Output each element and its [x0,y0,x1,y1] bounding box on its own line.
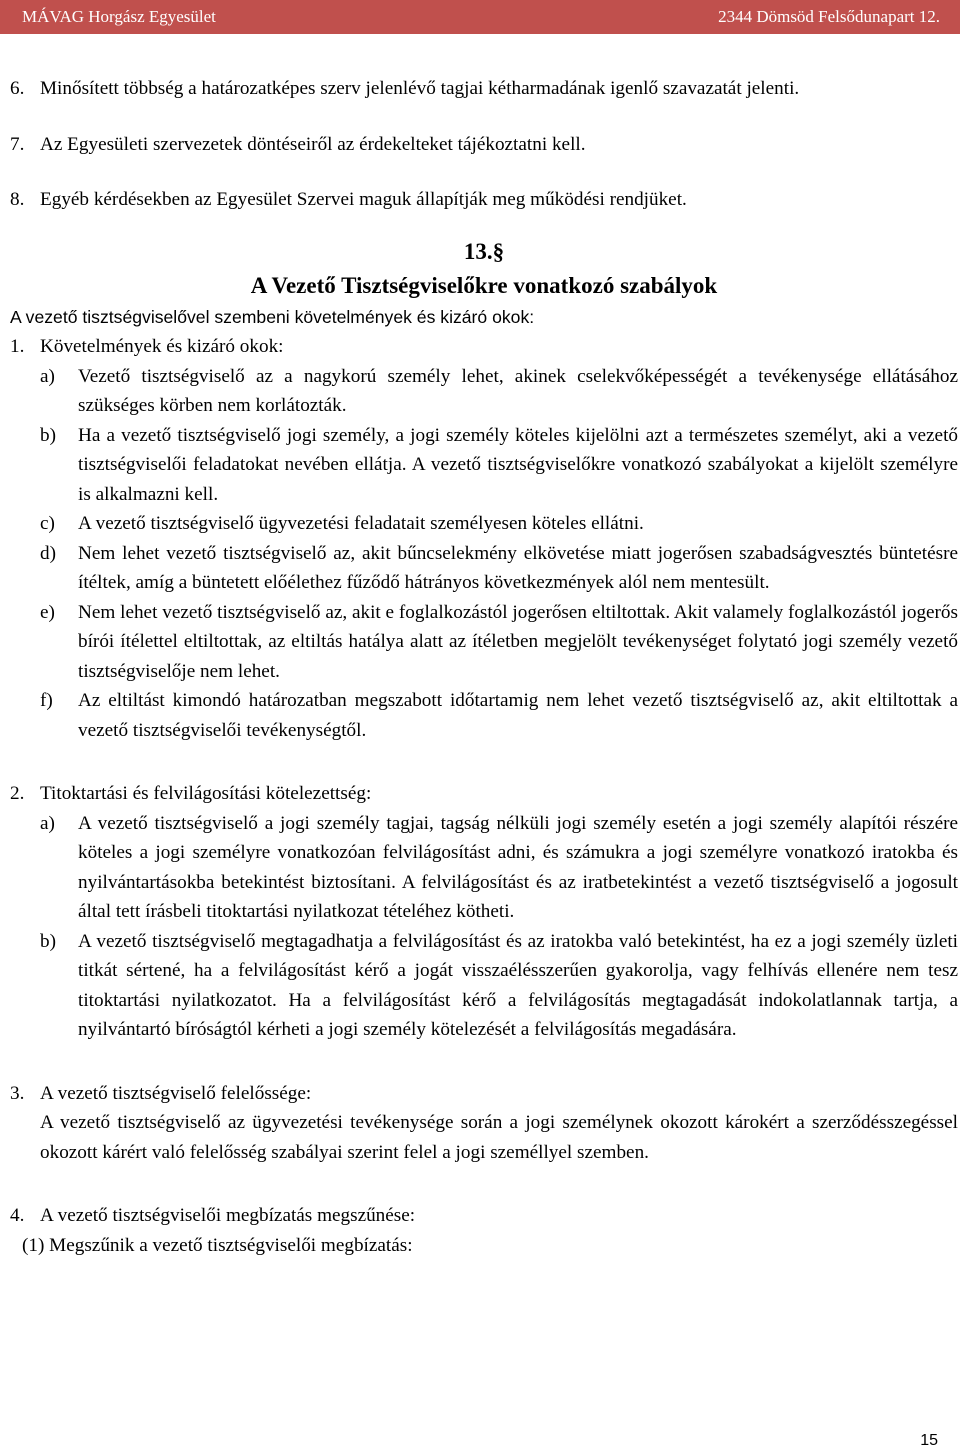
item-text: Minősített többség a határozatképes szerv jelenlévő tagjai kétharmadának igenlő szavazatát jelenti. [40,78,800,99]
point-number: 1. [10,336,25,357]
sub-item [10,809,958,927]
sub-text: Az eltiltást kimondó határozatban megszabott időtartamig nem lehet vezető tisztségviselő az, akit eltiltottak a vezető tisztségviselői tevékenységtől. [78,690,958,741]
sub-label: c) [40,513,55,534]
sub-text: Nem lehet vezető tisztségviselő az, akit e foglalkozástól jogerősen eltiltottak. Akit valamely foglalkozástól jogerős bírói ítélettel eltiltottak, az eltiltás hatálya alatt az ítéletben megjelölt tevékenységet folytató jogi személy vezető tisztségviselője nem lehet. [78,601,958,682]
point-2 [10,779,958,809]
spacer [10,215,958,235]
sub-label: a) [40,812,55,834]
sub-label: a) [40,365,55,387]
list-item [10,74,958,104]
item-number: 6. [10,78,25,99]
item-number: 7. [10,133,25,155]
point-title: A vezető tisztségviselői megbízatás megszűnése: [40,1205,416,1226]
point-text: A vezető tisztségviselő az ügyvezetési tevékenysége során a jogi személynek okozott károkért a szerződésszegéssel okozott kárért való felelősség szabályai szerint felel a jogi személlyel szemben. [40,1112,958,1163]
point-4 [10,1201,958,1231]
sub-label: b) [40,424,56,446]
spacer [10,104,958,130]
spacer [10,159,958,185]
sub-label: b) [40,930,56,952]
sub-item [10,598,958,687]
point-title: Titoktartási és felvilágosítási kötelezettség: [40,783,372,804]
spacer [10,745,958,779]
sub-item [10,686,958,745]
section-number: 13.§ [463,238,505,264]
sub-label: e) [40,601,55,623]
sub-text: A vezető tisztségviselő ügyvezetési feladatait személyesen köteles ellátni. [78,513,644,534]
sub-text: Nem lehet vezető tisztségviselő az, akit bűncselekmény elkövetése miatt jogerősen szabadságvesztés büntetésre ítéltek, amíg a büntetett előélethez fűződő hátrányos következmények alól nem mentesült. [78,542,958,593]
sub-label: d) [40,542,56,564]
page-header [0,0,960,34]
section-intro: A vezető tisztségviselővel szembeni követelmények és kizáró okok: [10,306,535,327]
point-1 [10,332,958,362]
point-title: Követelmények és kizáró okok: [40,336,284,357]
point-number: 2. [10,783,25,804]
item-text: Egyéb kérdésekben az Egyesület Szervei maguk állapítják meg működési rendjüket. [40,189,687,210]
list-item [10,185,958,215]
item-number: 8. [10,189,25,210]
page-number: 15 [920,1432,938,1449]
sub-text: Vezető tisztségviselő az a nagykorú személy lehet, akinek cselekvőképességét a tevékenysége ellátásához szükséges körben nem korlátozták. [78,365,958,416]
sub-text: Ha a vezető tisztségviselő jogi személy, a jogi személy köteles kijelölni azt a természetes személyt, aki a vezető tisztségviselői feladatokat nevében ellátja. A vezető tisztségviselőkre vonatkozó szabályokat a kijelölt személyre is alkalmazni kell. [78,424,958,505]
sub-text: A vezető tisztségviselő a jogi személy tagjai, tagság nélküli jogi személy esetén a jogi személy alapítói részére köteles a jogi személyre vonatkozóan felvilágosítást adni, és számukra a jogi személyre vonatkozó iratokba és nyilvántartásokba betekintést biztosítani. A felvilágosítást és az iratbetekintést a vezető tisztségviselő a jogosult által tett írásbeli titoktartási nyilatkozat tételéhez kötheti. [78,812,958,922]
spacer [10,1045,958,1079]
document-body [10,74,958,1260]
sub-item [10,539,958,598]
sub-item [10,509,958,539]
point-number: 4. [10,1205,25,1226]
section-title: A Vezető Tisztségviselőkre vonatkozó szabályok [250,272,718,298]
sub-label: f) [40,690,53,711]
point-title: A vezető tisztségviselő felelőssége: [40,1082,312,1104]
sub-item [10,421,958,510]
header-address: 2344 Dömsöd Felsődunapart 12. [718,7,940,26]
header-organization: MÁVAG Horgász Egyesület [22,7,216,26]
sub-text: A vezető tisztségviselő megtagadhatja a felvilágosítást és az iratokba való betekintést, ha ez a jogi személy üzleti titkát sértené, ha a felvilágosítást kérő a jogát visszaélésszerűen gyakorolja, vagy felhívás ellenére nem tesz titoktartási nyilatkozatot. Ha a felvilágosítást kérő a felvilágosítás megtagadását indokolatlannak tartja, a nyilvántartó bíróságtól kérheti a jogi személy kötelezését a felvilágosítás megadására. [78,930,958,1040]
sub-item [10,362,958,421]
list-item [10,130,958,160]
sub-item [10,927,958,1045]
item-text: Az Egyesületi szervezetek döntéseiről az érdekelteket tájékoztatni kell. [40,133,586,155]
spacer [10,1167,958,1201]
sub-heading: (1) Megszűnik a vezető tisztségviselői megbízatás: [22,1234,413,1256]
point-3 [10,1079,958,1109]
point-number: 3. [10,1082,25,1104]
